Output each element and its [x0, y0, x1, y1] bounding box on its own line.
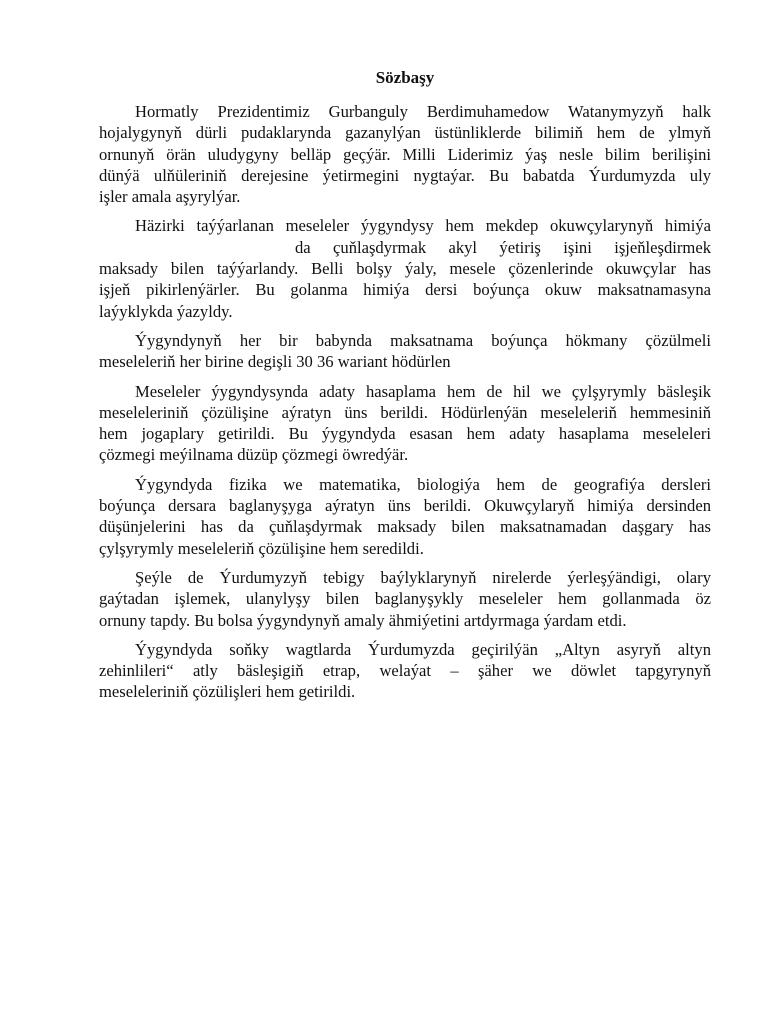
- document-title: Sözbaşy: [375, 68, 435, 87]
- paragraph-1: [99, 101, 711, 207]
- text-line: meseleleriň her birine degişli 30 36 wariant hödürlen: [99, 352, 451, 372]
- paragraph-7: [99, 639, 711, 703]
- text-line: dünýä ulňüleriniň derejesine ýetirmegini nygtaýar. Bu babatda Ýurdumyzda uly: [99, 165, 711, 185]
- text-line: düşünjelerini has da çuňlaşdyrmak maksady bilen maksatnamadan daşgary has: [99, 517, 711, 537]
- text-line: işjeň pikirlenýärler. Bu golanma himiýa dersi boýunça okuw maksatnamasyna: [99, 280, 711, 300]
- text-line: boýunça dersara baglanyşyga aýratyn üns berildi. Okuwçylaryň himiýa dersinden: [99, 496, 711, 516]
- text-line: da çuňlaşdyrmak akyl ýetiriş işini işjeňleşdirmek: [295, 237, 711, 257]
- text-line: Ýygyndyda soňky wagtlarda Ýurdumyzda geçirilýän „Altyn asyryň altyn: [135, 639, 711, 659]
- text-line: hem jogaplary getirildi. Bu ýygyndyda esasan hem adaty hasaplama meseleleri: [99, 424, 711, 444]
- text-line: işler amala aşyrylýar.: [99, 187, 241, 207]
- text-line: çylşyrymly meseleleriň çözülişine hem seredildi.: [99, 538, 424, 558]
- text-line: zehinlileri“ atly bäsleşigiň etrap, welaýat – şäher we döwlet tapgyrynyň: [99, 661, 711, 681]
- text-line: Häzirki taýýarlanan meseleler ýygyndysy hem mekdep okuwçylarynyň himiýa: [135, 216, 711, 236]
- text-line: ornunyň örän uludygyny belläp geçýär. Milli Liderimiz ýaş nesle bilim berilişini: [99, 144, 711, 164]
- text-line: Ýygyndynyň her bir babynda maksatnama boýunça hökmany çözülmeli: [135, 330, 711, 350]
- text-line: Meseleler ýygyndysynda adaty hasaplama hem de hil we çylşyrymly bäsleşik: [135, 381, 711, 401]
- text-line: Ýygyndyda fizika we matematika, biologiýa hem de geografiýa dersleri: [135, 474, 711, 494]
- paragraph-3: [99, 330, 711, 373]
- text-line: meseleleriniň çözülişleri hem getirildi.: [99, 682, 356, 702]
- paragraph-2: [99, 215, 711, 321]
- text-line: Şeýle de Ýurdumyzyň tebigy baýlyklarynyň nirelerde ýerleşýändigi, olary: [135, 567, 711, 587]
- text-line: hojalygynyň dürli pudaklarynda gazanylýan üstünliklerde bilimiň hem de ylmyň: [99, 123, 711, 143]
- text-line: ornuny tapdy. Bu bolsa ýygyndynyň amaly ähmiýetini artdyrmaga ýardam etdi.: [99, 610, 627, 630]
- text-line: gaýtadan işlemek, ulanylyşy bilen baglanyşykly meseleler hem gollanmada öz: [99, 589, 711, 609]
- text-line: çözmegi meýilnama düzüp çözmegi öwredýär.: [99, 445, 409, 465]
- text-line: maksady bilen taýýarlandy. Belli bolşy ýaly, mesele çözenlerinde okuwçylar has: [99, 259, 711, 279]
- paragraph-6: [99, 567, 711, 631]
- text-line: Hormatly Prezidentimiz Gurbanguly Berdimuhamedow Watanymyzyň halk: [135, 102, 711, 121]
- paragraph-4: [99, 381, 711, 466]
- paragraph-5: [99, 474, 711, 559]
- text-line: meseleleriniň çözülişine aýratyn üns berildi. Hödürlenýän meseleleriň hemmesiniň: [99, 402, 711, 422]
- text-line: laýyklykda ýazyldy.: [99, 301, 233, 321]
